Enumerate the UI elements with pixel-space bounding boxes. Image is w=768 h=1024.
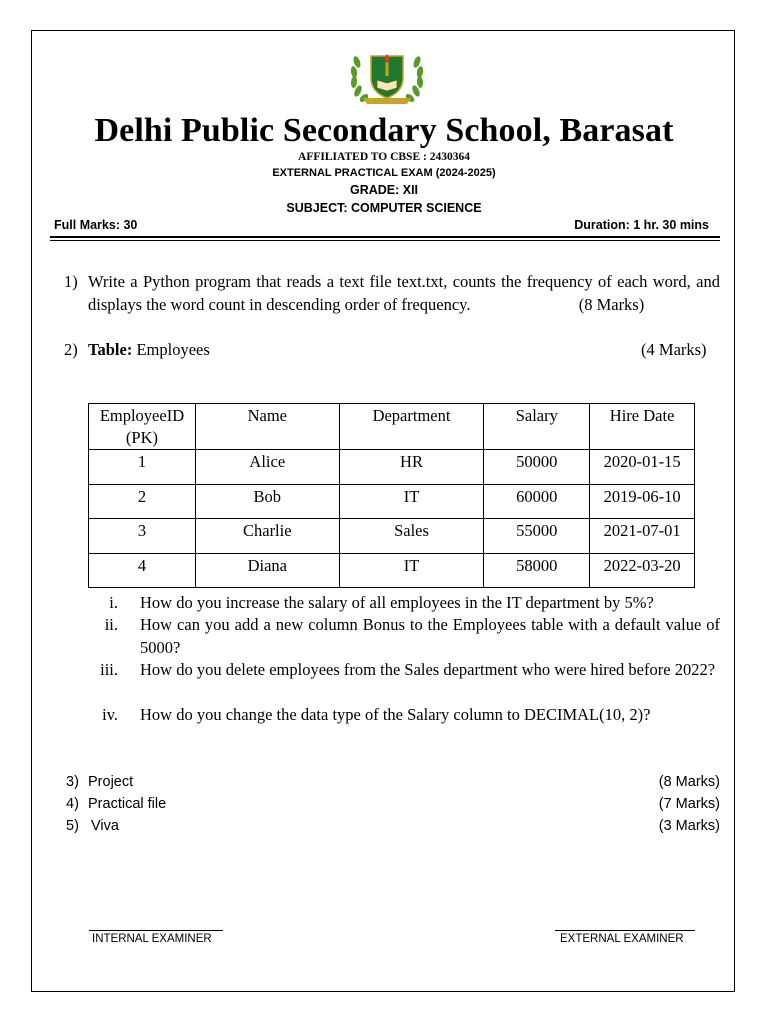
table-cell: IT [339, 484, 484, 519]
table-cell: 3 [89, 519, 196, 554]
item-label: Practical file [88, 796, 167, 812]
header-divider-thin [50, 240, 720, 241]
subject: SUBJECT: COMPUTER SCIENCE [286, 201, 482, 215]
question-1 [64, 271, 720, 316]
subquestion-3 [88, 659, 720, 682]
grade: GRADE: XII [349, 183, 419, 197]
external-signature-line [555, 930, 695, 931]
table-cell: 60000 [484, 484, 590, 519]
table-cell: 2 [89, 484, 196, 519]
table-row [89, 519, 695, 554]
question-marks: (8 Marks) [578, 294, 645, 314]
table-cell: Diana [195, 553, 339, 588]
column-header: Name [195, 404, 339, 450]
header-divider [50, 236, 720, 238]
question-number: 1) [64, 272, 78, 291]
question-2 [64, 339, 720, 362]
table-name: Employees [136, 340, 210, 359]
column-header: Department [339, 404, 484, 450]
full-marks: Full Marks: 30 [54, 218, 138, 232]
table-cell: 58000 [484, 553, 590, 588]
item-marks: (3 Marks) [658, 818, 720, 834]
item-label: Project [88, 774, 134, 790]
subquestion-2 [88, 614, 720, 659]
column-header: Hire Date [590, 404, 695, 450]
question-number: 5) [66, 818, 79, 834]
subquestion-numeral: iii. [100, 660, 118, 679]
table-cell: 2022-03-20 [590, 553, 695, 588]
table-cell: 2019-06-10 [590, 484, 695, 519]
question-number: 4) [66, 796, 79, 812]
table-cell: 55000 [484, 519, 590, 554]
table-cell: 2020-01-15 [590, 450, 695, 485]
school-name: Delhi Public Secondary School, Barasat [94, 112, 674, 149]
table-cell: Sales [339, 519, 484, 554]
question-number: 3) [66, 774, 79, 790]
question-text: Write a Python program that reads a text file text.txt, counts the frequency of each word, and displays the word count in descending order of frequency. [88, 272, 720, 314]
exam-title: EXTERNAL PRACTICAL EXAM (2024-2025) [272, 167, 496, 179]
subquestion-numeral: iv. [102, 705, 118, 724]
affiliation: AFFILIATED TO CBSE : 2430364 [298, 151, 470, 163]
table-cell: 4 [89, 553, 196, 588]
employees-table [88, 403, 695, 588]
question-number: 2) [64, 340, 78, 359]
table-cell: Alice [195, 450, 339, 485]
item-marks: (7 Marks) [658, 796, 720, 812]
subquestion-1 [88, 592, 720, 615]
table-cell: 50000 [484, 450, 590, 485]
item-marks: (8 Marks) [658, 774, 720, 790]
duration: Duration: 1 hr. 30 mins [574, 218, 709, 232]
table-row [89, 553, 695, 588]
subquestion-text: How can you add a new column Bonus to the Employees table with a default value of 5000? [140, 615, 720, 657]
internal-examiner-label: INTERNAL EXAMINER [92, 933, 212, 945]
subquestion-text: How do you increase the salary of all employees in the IT department by 5%? [140, 593, 654, 612]
table-row [89, 450, 695, 485]
table-label: Table: [88, 340, 133, 359]
internal-signature-line [89, 930, 223, 931]
subquestion-text: How do you delete employees from the Sales department who were hired before 2022? [140, 660, 716, 679]
table-header-row [89, 404, 695, 450]
table-cell: IT [339, 553, 484, 588]
item-label: Viva [91, 818, 119, 834]
subquestion-numeral: ii. [104, 615, 118, 634]
subquestion-numeral: i. [109, 593, 118, 612]
table-cell: Bob [195, 484, 339, 519]
table-cell: HR [339, 450, 484, 485]
table-cell: 2021-07-01 [590, 519, 695, 554]
column-header: Salary [484, 404, 590, 450]
table-row [89, 484, 695, 519]
subquestion-4 [88, 704, 720, 727]
external-examiner-label: EXTERNAL EXAMINER [560, 933, 684, 945]
table-cell: 1 [89, 450, 196, 485]
question-marks: (4 Marks) [641, 340, 707, 359]
table-cell: Charlie [195, 519, 339, 554]
subquestion-text: How do you change the data type of the Salary column to DECIMAL(10, 2)? [140, 705, 651, 724]
column-header: EmployeeID (PK) [89, 404, 196, 450]
school-crest-icon [347, 48, 427, 106]
